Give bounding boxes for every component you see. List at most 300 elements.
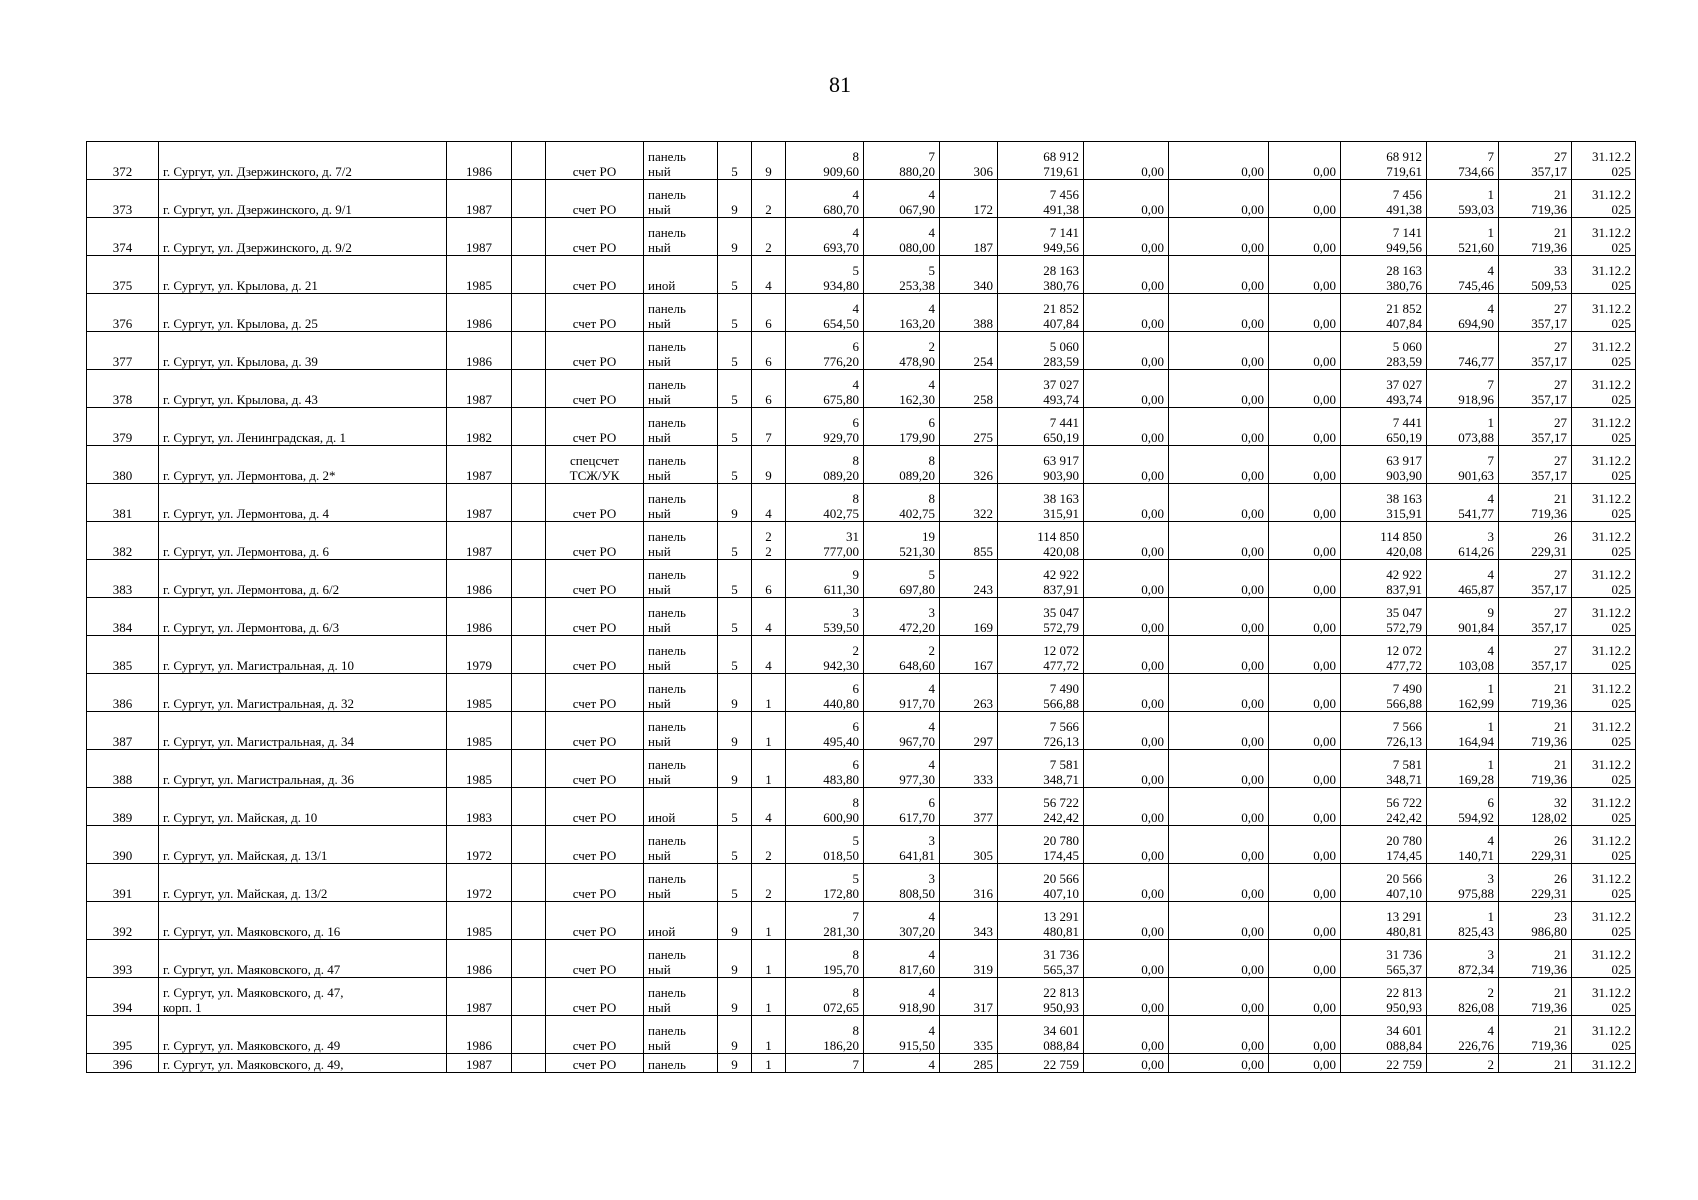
total-cost-cell: 114 850 420,08 [998,522,1084,560]
wall-material-cell: панель ный [644,522,718,560]
entrances-cell: 1 [752,940,786,978]
federal-funds-cell: 0,00 [1084,902,1169,940]
entrances-cell: 1 [752,978,786,1016]
residents-cell: 305 [940,826,998,864]
address-cell: г. Сургут, ул. Дзержинского, д. 9/2 [159,218,447,256]
address-cell: г. Сургут, ул. Маяковского, д. 49, [159,1054,447,1073]
residents-cell: 285 [940,1054,998,1073]
living-area-cell: 3 641,81 [864,826,940,864]
wall-material-cell: панель ный [644,142,718,180]
owners-funds-cell: 7 581 348,71 [1341,750,1427,788]
living-area-cell: 4 067,90 [864,180,940,218]
completion-date-cell: 31.12.2 025 [1572,674,1636,712]
total-area-cell: 4 693,70 [786,218,864,256]
wall-material-cell: панель ный [644,750,718,788]
account-type-cell: счет РО [546,826,644,864]
housing-register-table [86,141,1636,1073]
residents-cell: 172 [940,180,998,218]
year-cell: 1985 [447,712,512,750]
address-cell: г. Сургут, ул. Крылова, д. 25 [159,294,447,332]
address-cell: г. Сургут, ул. Майская, д. 13/2 [159,864,447,902]
unit-cost-cell: 2 [1427,1054,1499,1073]
unit-cost-cell: 4 694,90 [1427,294,1499,332]
total-cost-cell: 13 291 480,81 [998,902,1084,940]
completion-date-cell: 31.12.2 025 [1572,408,1636,446]
wall-material-cell: панель ный [644,180,718,218]
regional-funds-cell: 0,00 [1169,142,1269,180]
empty-cell [512,598,546,636]
total-cost-cell: 7 141 949,56 [998,218,1084,256]
address-cell: г. Сургут, ул. Лермонтова, д. 2* [159,446,447,484]
local-funds-cell: 0,00 [1269,788,1341,826]
owners-funds-cell: 20 780 174,45 [1341,826,1427,864]
unit-cost-cell: 1 593,03 [1427,180,1499,218]
entrances-cell: 4 [752,256,786,294]
total-cost-cell: 22 759 [998,1054,1084,1073]
living-area-cell: 19 521,30 [864,522,940,560]
floors-cell: 5 [718,636,752,674]
completion-date-cell: 31.12.2 [1572,1054,1636,1073]
completion-date-cell: 31.12.2 025 [1572,522,1636,560]
living-area-cell: 8 089,20 [864,446,940,484]
total-area-cell: 8 402,75 [786,484,864,522]
living-area-cell: 2 478,90 [864,332,940,370]
max-unit-cost-cell: 21 719,36 [1499,1016,1572,1054]
table-row [87,902,1636,940]
unit-cost-cell: 1 073,88 [1427,408,1499,446]
total-area-cell: 8 072,65 [786,978,864,1016]
row-number: 389 [87,788,159,826]
entrances-cell: 9 [752,446,786,484]
account-type-cell: счет РО [546,750,644,788]
total-area-cell: 8 909,60 [786,142,864,180]
total-area-cell: 7 [786,1054,864,1073]
local-funds-cell: 0,00 [1269,940,1341,978]
account-type-cell: счет РО [546,332,644,370]
account-type-cell: счет РО [546,902,644,940]
owners-funds-cell: 63 917 903,90 [1341,446,1427,484]
total-cost-cell: 20 780 174,45 [998,826,1084,864]
account-type-cell: счет РО [546,218,644,256]
entrances-cell: 7 [752,408,786,446]
completion-date-cell: 31.12.2 025 [1572,142,1636,180]
entrances-cell: 2 [752,180,786,218]
account-type-cell: счет РО [546,408,644,446]
empty-cell [512,484,546,522]
unit-cost-cell: 4 140,71 [1427,826,1499,864]
account-type-cell: счет РО [546,674,644,712]
wall-material-cell: панель ный [644,826,718,864]
unit-cost-cell: 7 901,63 [1427,446,1499,484]
address-cell: г. Сургут, ул. Магистральная, д. 10 [159,636,447,674]
floors-cell: 5 [718,598,752,636]
max-unit-cost-cell: 21 719,36 [1499,750,1572,788]
total-area-cell: 6 483,80 [786,750,864,788]
entrances-cell: 9 [752,142,786,180]
owners-funds-cell: 114 850 420,08 [1341,522,1427,560]
completion-date-cell: 31.12.2 025 [1572,826,1636,864]
table-row [87,940,1636,978]
max-unit-cost-cell: 27 357,17 [1499,294,1572,332]
max-unit-cost-cell: 27 357,17 [1499,560,1572,598]
wall-material-cell: панель ный [644,218,718,256]
floors-cell: 9 [718,902,752,940]
total-cost-cell: 42 922 837,91 [998,560,1084,598]
total-area-cell: 8 600,90 [786,788,864,826]
entrances-cell: 1 [752,1054,786,1073]
account-type-cell: счет РО [546,294,644,332]
year-cell: 1972 [447,864,512,902]
row-number: 382 [87,522,159,560]
regional-funds-cell: 0,00 [1169,332,1269,370]
row-number: 378 [87,370,159,408]
floors-cell: 5 [718,142,752,180]
floors-cell: 5 [718,560,752,598]
account-type-cell: счет РО [546,256,644,294]
max-unit-cost-cell: 21 [1499,1054,1572,1073]
federal-funds-cell: 0,00 [1084,408,1169,446]
row-number: 374 [87,218,159,256]
account-type-cell: счет РО [546,560,644,598]
owners-funds-cell: 22 759 [1341,1054,1427,1073]
unit-cost-cell: 1 169,28 [1427,750,1499,788]
floors-cell: 9 [718,1054,752,1073]
completion-date-cell: 31.12.2 025 [1572,864,1636,902]
owners-funds-cell: 35 047 572,79 [1341,598,1427,636]
entrances-cell: 4 [752,598,786,636]
max-unit-cost-cell: 27 357,17 [1499,446,1572,484]
living-area-cell: 3 808,50 [864,864,940,902]
row-number: 387 [87,712,159,750]
empty-cell [512,408,546,446]
wall-material-cell: иной [644,256,718,294]
local-funds-cell: 0,00 [1269,180,1341,218]
table-row [87,560,1636,598]
table-row [87,408,1636,446]
empty-cell [512,712,546,750]
year-cell: 1983 [447,788,512,826]
year-cell: 1987 [447,522,512,560]
total-cost-cell: 7 566 726,13 [998,712,1084,750]
year-cell: 1986 [447,332,512,370]
account-type-cell: счет РО [546,788,644,826]
wall-material-cell: панель ный [644,1016,718,1054]
max-unit-cost-cell: 27 357,17 [1499,332,1572,370]
account-type-cell: счет РО [546,484,644,522]
floors-cell: 5 [718,294,752,332]
local-funds-cell: 0,00 [1269,408,1341,446]
address-cell: г. Сургут, ул. Маяковского, д. 49 [159,1016,447,1054]
floors-cell: 5 [718,446,752,484]
row-number: 394 [87,978,159,1016]
max-unit-cost-cell: 21 719,36 [1499,940,1572,978]
max-unit-cost-cell: 27 357,17 [1499,636,1572,674]
federal-funds-cell: 0,00 [1084,978,1169,1016]
entrances-cell: 1 [752,750,786,788]
owners-funds-cell: 12 072 477,72 [1341,636,1427,674]
max-unit-cost-cell: 26 229,31 [1499,826,1572,864]
empty-cell [512,788,546,826]
federal-funds-cell: 0,00 [1084,370,1169,408]
unit-cost-cell: 3 975,88 [1427,864,1499,902]
address-cell: г. Сургут, ул. Маяковского, д. 16 [159,902,447,940]
account-type-cell: счет РО [546,370,644,408]
total-area-cell: 5 018,50 [786,826,864,864]
wall-material-cell: панель ный [644,560,718,598]
unit-cost-cell: 4 745,46 [1427,256,1499,294]
regional-funds-cell: 0,00 [1169,484,1269,522]
total-area-cell: 7 281,30 [786,902,864,940]
account-type-cell: счет РО [546,978,644,1016]
floors-cell: 9 [718,750,752,788]
completion-date-cell: 31.12.2 025 [1572,940,1636,978]
local-funds-cell: 0,00 [1269,750,1341,788]
owners-funds-cell: 42 922 837,91 [1341,560,1427,598]
federal-funds-cell: 0,00 [1084,750,1169,788]
year-cell: 1987 [447,1054,512,1073]
address-cell: г. Сургут, ул. Маяковского, д. 47, корп. 1 [159,978,447,1016]
regional-funds-cell: 0,00 [1169,408,1269,446]
living-area-cell: 4 977,30 [864,750,940,788]
year-cell: 1987 [447,978,512,1016]
regional-funds-cell: 0,00 [1169,750,1269,788]
empty-cell [512,180,546,218]
completion-date-cell: 31.12.2 025 [1572,750,1636,788]
owners-funds-cell: 68 912 719,61 [1341,142,1427,180]
row-number: 372 [87,142,159,180]
empty-cell [512,636,546,674]
table-row [87,332,1636,370]
completion-date-cell: 31.12.2 025 [1572,446,1636,484]
account-type-cell: счет РО [546,1016,644,1054]
floors-cell: 9 [718,1016,752,1054]
regional-funds-cell: 0,00 [1169,674,1269,712]
wall-material-cell: панель ный [644,446,718,484]
address-cell: г. Сургут, ул. Лермонтова, д. 6/2 [159,560,447,598]
year-cell: 1985 [447,256,512,294]
row-number: 392 [87,902,159,940]
total-cost-cell: 12 072 477,72 [998,636,1084,674]
residents-cell: 333 [940,750,998,788]
unit-cost-cell: 2 826,08 [1427,978,1499,1016]
wall-material-cell: панель ный [644,674,718,712]
federal-funds-cell: 0,00 [1084,598,1169,636]
floors-cell: 9 [718,712,752,750]
floors-cell: 9 [718,978,752,1016]
floors-cell: 5 [718,332,752,370]
total-area-cell: 6 776,20 [786,332,864,370]
total-cost-cell: 7 581 348,71 [998,750,1084,788]
account-type-cell: счет РО [546,636,644,674]
unit-cost-cell: 4 226,76 [1427,1016,1499,1054]
completion-date-cell: 31.12.2 025 [1572,598,1636,636]
max-unit-cost-cell: 23 986,80 [1499,902,1572,940]
regional-funds-cell: 0,00 [1169,1016,1269,1054]
residents-cell: 258 [940,370,998,408]
year-cell: 1987 [447,370,512,408]
empty-cell [512,978,546,1016]
total-cost-cell: 63 917 903,90 [998,446,1084,484]
completion-date-cell: 31.12.2 025 [1572,218,1636,256]
empty-cell [512,218,546,256]
wall-material-cell: панель ный [644,332,718,370]
wall-material-cell: панель ный [644,484,718,522]
local-funds-cell: 0,00 [1269,560,1341,598]
living-area-cell: 6 617,70 [864,788,940,826]
residents-cell: 335 [940,1016,998,1054]
max-unit-cost-cell: 21 719,36 [1499,712,1572,750]
max-unit-cost-cell: 27 357,17 [1499,598,1572,636]
max-unit-cost-cell: 33 509,53 [1499,256,1572,294]
owners-funds-cell: 7 456 491,38 [1341,180,1427,218]
completion-date-cell: 31.12.2 025 [1572,294,1636,332]
unit-cost-cell: 7 734,66 [1427,142,1499,180]
address-cell: г. Сургут, ул. Лермонтова, д. 4 [159,484,447,522]
max-unit-cost-cell: 21 719,36 [1499,978,1572,1016]
residents-cell: 316 [940,864,998,902]
residents-cell: 388 [940,294,998,332]
floors-cell: 5 [718,408,752,446]
empty-cell [512,1016,546,1054]
wall-material-cell: панель ный [644,294,718,332]
total-cost-cell: 35 047 572,79 [998,598,1084,636]
regional-funds-cell: 0,00 [1169,1054,1269,1073]
empty-cell [512,864,546,902]
owners-funds-cell: 7 566 726,13 [1341,712,1427,750]
table-row [87,978,1636,1016]
residents-cell: 322 [940,484,998,522]
living-area-cell: 5 253,38 [864,256,940,294]
completion-date-cell: 31.12.2 025 [1572,902,1636,940]
living-area-cell: 4 [864,1054,940,1073]
account-type-cell: счет РО [546,142,644,180]
total-cost-cell: 28 163 380,76 [998,256,1084,294]
address-cell: г. Сургут, ул. Крылова, д. 21 [159,256,447,294]
max-unit-cost-cell: 21 719,36 [1499,180,1572,218]
empty-cell [512,560,546,598]
floors-cell: 9 [718,484,752,522]
year-cell: 1987 [447,446,512,484]
table-row [87,674,1636,712]
unit-cost-cell: 9 901,84 [1427,598,1499,636]
max-unit-cost-cell: 26 229,31 [1499,864,1572,902]
entrances-cell: 4 [752,484,786,522]
regional-funds-cell: 0,00 [1169,864,1269,902]
regional-funds-cell: 0,00 [1169,978,1269,1016]
owners-funds-cell: 34 601 088,84 [1341,1016,1427,1054]
unit-cost-cell: 3 872,34 [1427,940,1499,978]
living-area-cell: 3 472,20 [864,598,940,636]
table-row [87,256,1636,294]
row-number: 381 [87,484,159,522]
total-cost-cell: 68 912 719,61 [998,142,1084,180]
regional-funds-cell: 0,00 [1169,712,1269,750]
table-row [87,484,1636,522]
floors-cell: 9 [718,180,752,218]
local-funds-cell: 0,00 [1269,1016,1341,1054]
entrances-cell: 6 [752,370,786,408]
entrances-cell: 2 2 [752,522,786,560]
regional-funds-cell: 0,00 [1169,940,1269,978]
unit-cost-cell: 4 465,87 [1427,560,1499,598]
floors-cell: 5 [718,864,752,902]
living-area-cell: 7 880,20 [864,142,940,180]
completion-date-cell: 31.12.2 025 [1572,560,1636,598]
year-cell: 1986 [447,560,512,598]
completion-date-cell: 31.12.2 025 [1572,370,1636,408]
year-cell: 1986 [447,940,512,978]
total-area-cell: 4 675,80 [786,370,864,408]
total-area-cell: 8 089,20 [786,446,864,484]
federal-funds-cell: 0,00 [1084,522,1169,560]
empty-cell [512,674,546,712]
entrances-cell: 4 [752,788,786,826]
address-cell: г. Сургут, ул. Магистральная, д. 32 [159,674,447,712]
residents-cell: 169 [940,598,998,636]
local-funds-cell: 0,00 [1269,1054,1341,1073]
unit-cost-cell: 4 103,08 [1427,636,1499,674]
residents-cell: 254 [940,332,998,370]
floors-cell: 9 [718,940,752,978]
completion-date-cell: 31.12.2 025 [1572,712,1636,750]
local-funds-cell: 0,00 [1269,902,1341,940]
wall-material-cell: панель ный [644,712,718,750]
row-number: 375 [87,256,159,294]
local-funds-cell: 0,00 [1269,332,1341,370]
unit-cost-cell: 746,77 [1427,332,1499,370]
living-area-cell: 4 967,70 [864,712,940,750]
owners-funds-cell: 56 722 242,42 [1341,788,1427,826]
residents-cell: 263 [940,674,998,712]
residents-cell: 275 [940,408,998,446]
federal-funds-cell: 0,00 [1084,712,1169,750]
total-cost-cell: 37 027 493,74 [998,370,1084,408]
owners-funds-cell: 13 291 480,81 [1341,902,1427,940]
regional-funds-cell: 0,00 [1169,826,1269,864]
living-area-cell: 2 648,60 [864,636,940,674]
unit-cost-cell: 7 918,96 [1427,370,1499,408]
regional-funds-cell: 0,00 [1169,522,1269,560]
table-row [87,446,1636,484]
wall-material-cell: панель ный [644,978,718,1016]
year-cell: 1987 [447,484,512,522]
completion-date-cell: 31.12.2 025 [1572,256,1636,294]
entrances-cell: 1 [752,712,786,750]
residents-cell: 319 [940,940,998,978]
year-cell: 1986 [447,294,512,332]
max-unit-cost-cell: 27 357,17 [1499,408,1572,446]
unit-cost-cell: 1 162,99 [1427,674,1499,712]
total-cost-cell: 7 490 566,88 [998,674,1084,712]
federal-funds-cell: 0,00 [1084,674,1169,712]
table-row [87,142,1636,180]
max-unit-cost-cell: 27 357,17 [1499,142,1572,180]
unit-cost-cell: 3 614,26 [1427,522,1499,560]
wall-material-cell: панель ный [644,864,718,902]
entrances-cell: 4 [752,636,786,674]
local-funds-cell: 0,00 [1269,712,1341,750]
entrances-cell: 1 [752,902,786,940]
total-cost-cell: 56 722 242,42 [998,788,1084,826]
table-row [87,370,1636,408]
living-area-cell: 4 162,30 [864,370,940,408]
address-cell: г. Сургут, ул. Магистральная, д. 34 [159,712,447,750]
regional-funds-cell: 0,00 [1169,788,1269,826]
residents-cell: 855 [940,522,998,560]
living-area-cell: 4 307,20 [864,902,940,940]
year-cell: 1986 [447,142,512,180]
local-funds-cell: 0,00 [1269,370,1341,408]
